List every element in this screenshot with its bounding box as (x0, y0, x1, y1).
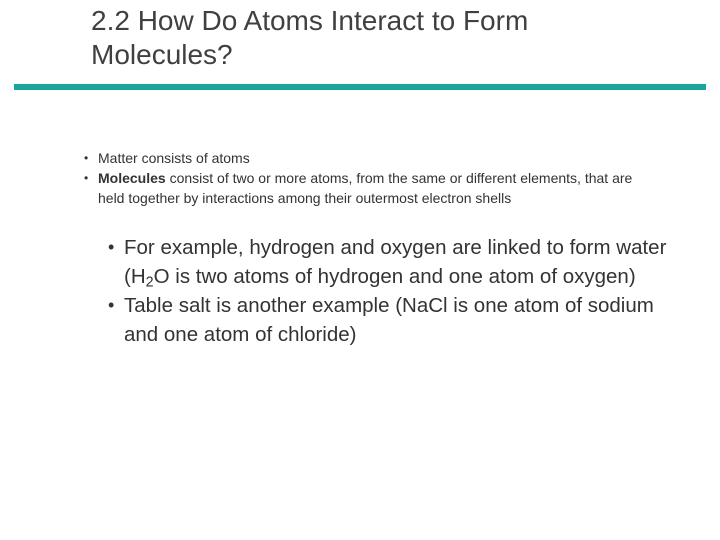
water-text-after: O is two atoms of hydrogen and one atom of oxygen) (153, 265, 636, 288)
bullet-item-matter (84, 148, 644, 168)
slide-title-line-1: 2.2 How Do Atoms Interact to Form (91, 5, 529, 36)
water-subscript: 2 (145, 274, 154, 291)
bullet-dot-icon: • (108, 295, 115, 315)
term-molecules: Molecules (98, 170, 166, 186)
bullet-list-level-2 (108, 233, 668, 349)
bullet-item-water-example (108, 233, 668, 291)
water-text-before: For example, hydrogen and oxygen are linked to form water (H (124, 236, 667, 288)
bullet-item-molecules (84, 168, 644, 208)
bullet-dot-icon: • (108, 237, 115, 257)
bullet-text-molecules: consist of two or more atoms, from the same or different elements, that are held together by interactions among their outermost electron shells (98, 170, 633, 206)
bullet-dot-icon: • (84, 151, 89, 165)
bullet-text-matter: Matter consists of atoms (98, 150, 250, 166)
bullet-dot-icon: • (84, 171, 89, 185)
slide-title-line-2: Molecules? (91, 39, 233, 70)
bullet-item-salt-example (108, 291, 668, 349)
bullet-list-level-1 (84, 148, 644, 208)
salt-text: Table salt is another example (NaCl is one atom of sodium and one atom of chloride) (124, 294, 654, 346)
